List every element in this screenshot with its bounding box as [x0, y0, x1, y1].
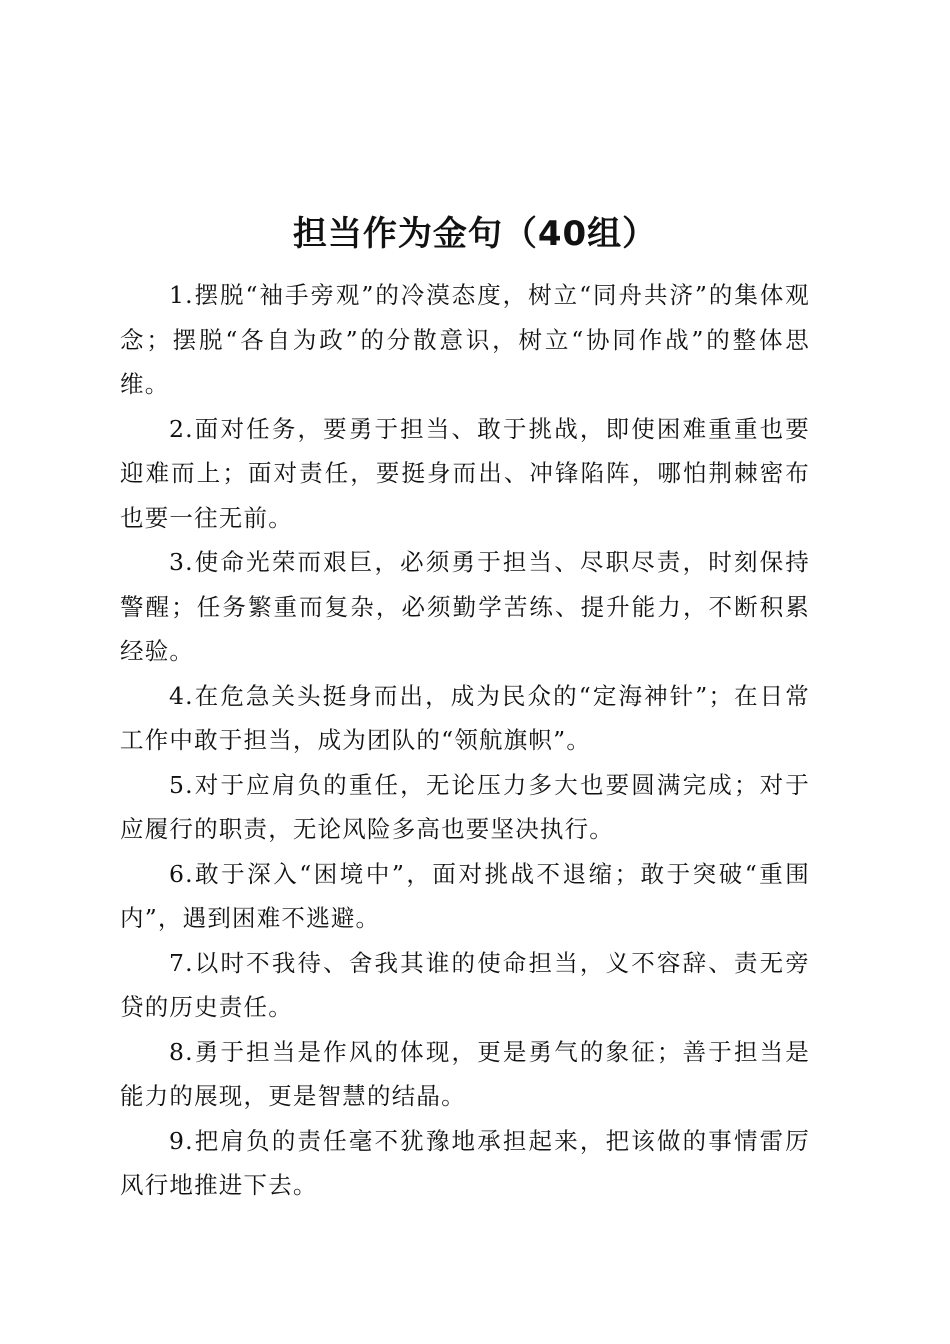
paragraph-4: 4.在危急关头挺身而出，成为民众的“定海神针”；在日常工作中敢于担当，成为团队的“领航旗帜”。 — [120, 681, 810, 754]
paragraph-5: 5.对于应肩负的重任，无论压力多大也要圆满完成；对于应履行的职责，无论风险多高也要坚决执行。 — [120, 770, 810, 843]
document-body — [120, 273, 810, 1208]
paragraph-1: 1.摆脱“袖手旁观”的冷漠态度，树立“同舟共济”的集体观念；摆脱“各自为政”的分散意识，树立“协同作战”的整体思维。 — [120, 281, 810, 398]
paragraph-9: 9.把肩负的责任毫不犹豫地承担起来，把该做的事情雷厉风行地推进下去。 — [120, 1126, 810, 1199]
document-title: 担当作为金句（40组） — [292, 214, 658, 254]
paragraph-8: 8.勇于担当是作风的体现，更是勇气的象征；善于担当是能力的展现，更是智慧的结晶。 — [120, 1037, 810, 1110]
paragraph-6: 6.敢于深入“困境中”，面对挑战不退缩；敢于突破“重围内”，遇到困难不逃避。 — [120, 859, 810, 932]
paragraph-3: 3.使命光荣而艰巨，必须勇于担当、尽职尽责，时刻保持警醒；任务繁重而复杂，必须勤学苦练、提升能力，不断积累经验。 — [120, 548, 810, 665]
paragraph-7: 7.以时不我待、舍我其谁的使命担当，义不容辞、责无旁贷的历史责任。 — [120, 948, 810, 1021]
paragraph-2: 2.面对任务，要勇于担当、敢于挑战，即使困难重重也要迎难而上；面对责任，要挺身而出、冲锋陷阵，哪怕荆棘密布也要一往无前。 — [120, 414, 810, 532]
